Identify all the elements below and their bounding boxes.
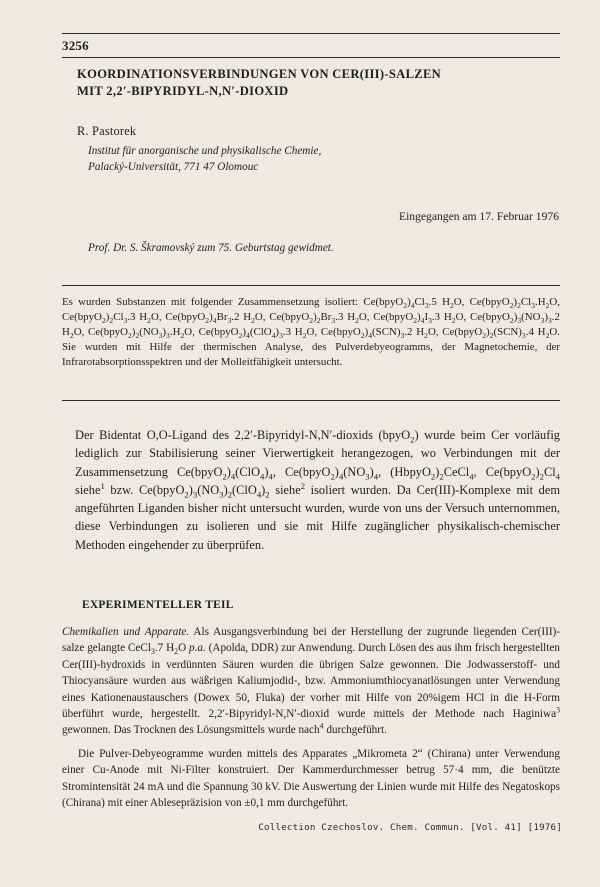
abstract-rule-bottom bbox=[62, 400, 560, 401]
experimental-paragraph-2: Die Pulver-Debyeogramme wurden mittels des Apparates „Mikrometa 2“ (Chirana) unter Verwendung einer Cu-Anode mit Ni-Filter konstruiert. Der Kammerdurchmesser betrug 57·4 mm, die benützte Stromintensität 24 mA und die Spannung 30 kV. Die Auswertung der Linien wurde mit Hilfe des Negatoskops (Chirana) mit einer Ablesepräzision von ±0,1 mm durchgeführt. bbox=[62, 748, 560, 810]
page-number: 3256 bbox=[62, 38, 89, 53]
introduction-paragraph: Der Bidentat O,O-Ligand des 2,2′-Bipyridyl-N,N′-dioxids (bpyO$_2$) wurde beim Cer vorläufig lediglich zur Stabilisierung seiner Vierwertigkeit herangezogen, wo Verbindungen mit der Zusammensetzung $Ce(bpyO_2)_4(ClO_4)_4$, $Ce(bpyO_2)_4(NO_3)_4$, $(HbpyO_2)_2CeCl_4$, $Ce(bpyO_2)_2Cl_4$ siehe$^1$ bzw. $Ce(bpyO_2)_3(NO_3)_2(ClO_4)_2$ siehe$^2$ isoliert wurden. Da Cer(III)-Komplexe mit dem angeführten Liganden bisher nicht untersucht wurden, wurde von uns der Versuch unternommen, diese Verbindungen zu isolieren und sie mit Hilfe zugänglicher physikalisch-chemischer Methoden eingehender zu überprüfen. bbox=[75, 428, 560, 552]
header-rule-top bbox=[62, 33, 560, 34]
experimental-paragraph-1: Chemikalien und Apparate. Als Ausgangsverbindung bei der Herstellung der zugrunde liegenden Cer(III)-salze gelangte CeCl$_3$.7 $H_2O$ p.a. (Apolda, DDR) zur Anwendung. Durch Lösen des aus ihm frisch hergestellten Cer(III)-hydroxids in verdünnten Säuren wurden die übrigen Salze gewonnen. Die Jodwasserstoff- und Thiocyansäure wurden aus wäßrigen Kaliumjodid-, bzw. Ammoniumthiocyanatlösungen unter Verwendung eines Kationenaustauschers (Dowex 50, Fluka) der vorher mit Hilfe von 20%igem HCl in die H-Form überführt wurde, hergestellt. 2,2′-Bipyridyl-N,N′-dioxid wurde mittels der Methode nach Haginiwa$^3$ gewonnen. Das Trocknen des Lösungsmittels wurde nach$^4$ durchgeführt. bbox=[62, 626, 560, 737]
author-name: R. Pastorek bbox=[77, 124, 137, 138]
affiliation: Institut für anorganische und physikalische Chemie, Palacký-Universität, 771 47 Olomouc bbox=[88, 145, 322, 173]
journal-footer: Collection Czechoslov. Chem. Commun. [Vol. 41] [1976] bbox=[258, 822, 562, 833]
section-heading: EXPERIMENTELLER TEIL bbox=[82, 599, 234, 611]
article-title: KOORDINATIONSVERBINDUNGEN VON CER(III)-SALZEN MIT 2,2′-BIPYRIDYL-N,N′-DIOXID bbox=[77, 67, 442, 98]
paragraph-lead: Chemikalien und Apparate. bbox=[62, 626, 190, 638]
header-rule-bottom bbox=[62, 57, 560, 58]
received-date: Eingegangen am 17. Februar 1976 bbox=[398, 210, 559, 223]
dedication: Prof. Dr. S. Škramovský zum 75. Geburtstag gewidmet. bbox=[88, 242, 334, 254]
abstract-rule-top bbox=[62, 285, 560, 286]
abstract: Es wurden Substanzen mit folgender Zusammensetzung isoliert: $Ce(bpyO_2)_4Cl_3.5$ $H_2O$, $Ce(bpyO_2)_2Cl_3.H_2O$, $Ce(bpyO_2)_2Cl_3.3$ $H_2O$, $Ce(bpyO_2)_4Br_3.2$ $H_2O$, $Ce(bpyO_2)_2Br_3.3$ $H_2O$, $Ce(bpyO_2)_4I_3.3$ $H_2O$, $Ce(bpyO_2)_3(NO_3)_3.2$ $H_2O$, $Ce(bpyO_2)_2(NO_3)_3.H_2O$, $Ce(bpyO_2)_4(ClO_4)_3.3$ $H_2O$, $Ce(bpyO_2)_4(SCN)_3.2$ $H_2O$, $Ce(bpyO_2)_2(SCN)_3.4$ $H_2O$. Sie wurden mit Hilfe der thermischen Analyse, des Pulverdebyeogramms, der Magnetochemie, der Infrarotabsorptionsspektren und der Molleitfähigkeit untersucht. bbox=[62, 296, 560, 369]
